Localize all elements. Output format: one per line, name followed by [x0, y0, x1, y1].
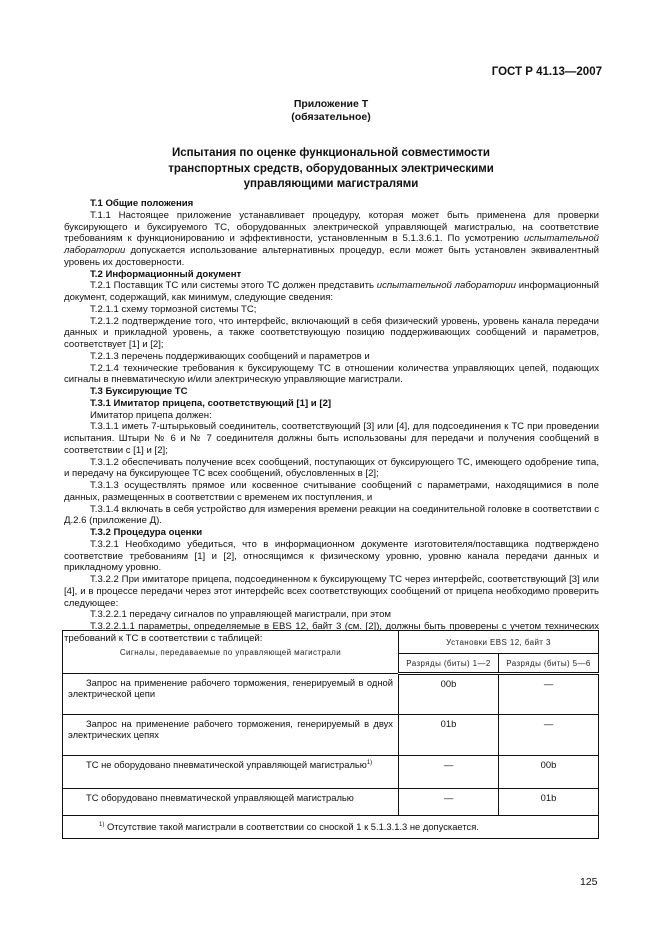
bits-1-2-cell: —	[399, 789, 499, 816]
text-run: допускается использование альтернативных процедур, если может быть установлен эквивалентный уровень их достоверности.	[64, 245, 599, 268]
signal-text: ТС не оборудовано пневматической управляющей магистралью	[86, 759, 367, 770]
signal-cell	[63, 789, 399, 816]
annex-title	[0, 146, 662, 193]
paragraph: Т.3.2.2 При имитаторе прицепа, подсоединенном к буксирующему ТС через интерфейс, соответствующий [3] или [4], и в процессе передачи через этот интерфейс всех соответствующих сообщений от прицепа необходимо проверить следующее:	[64, 574, 599, 609]
bits-5-6-cell: 01b	[499, 789, 599, 816]
title-line: Испытания по оценке функциональной совместимости	[172, 147, 490, 159]
document-body	[64, 198, 599, 645]
bits-1-2-cell: 01b	[399, 715, 499, 756]
text-run: Т.1.1 Настоящее приложение устанавливает процедуру, которая может быть применена для проверки буксирующего и буксируемого ТС, оборудованных электрической управляющей магистралью, на соответствие требованиям к функционированию и эффективности, установленным в 5.1.3.6.1. По усмотрению	[64, 209, 599, 245]
page-number: 125	[580, 876, 598, 888]
col-header-bits-1-2: Разряды (биты) 1—2	[399, 654, 499, 674]
section-heading: Т.1 Общие положения	[90, 198, 194, 209]
bits-5-6-cell: 00b	[499, 756, 599, 789]
signal-cell	[63, 674, 399, 715]
paragraph	[64, 210, 599, 269]
col-header-bits-5-6: Разряды (биты) 5—6	[499, 654, 599, 674]
ebs-settings-table	[62, 630, 599, 839]
title-line: транспортных средств, оборудованных электрическими	[168, 162, 494, 175]
section-heading: Т.3.2 Процедура оценки	[90, 527, 203, 538]
section-heading: Т.2 Информационный документ	[90, 268, 242, 280]
section-heading: Т.3.1 Имитатор прицепа, соответствующий [1] и [2]	[90, 397, 332, 409]
paragraph: Т.3.1.4 включать в себя устройство для измерения времени реакции на соединительной головке в соответствии с Д.2.6 (приложение Д).	[64, 503, 599, 527]
signal-text: Запрос на применение рабочего торможения, генерируемый в двух электрических цепях	[68, 718, 393, 740]
bits-5-6-cell: —	[499, 715, 599, 756]
text-run: Т.2.1 Поставщик ТС или системы этого ТС должен представить	[90, 280, 377, 292]
table-row	[63, 756, 599, 789]
table-footnote	[63, 816, 599, 839]
title-line: управляющими магистралями	[243, 178, 419, 190]
footnote-ref: 1)	[366, 759, 373, 766]
table-row	[63, 715, 599, 756]
annex-heading	[0, 98, 662, 124]
annex-label: Приложение Т	[293, 98, 369, 110]
bits-5-6-cell: —	[499, 674, 599, 715]
paragraph: Т.2.1.2 подтверждение того, что интерфейс, включающий в себя физический уровень, уровень канала передачи данных и прикладной уровень, а также соответствующую позицию поддерживающих сообщений и параметров, соответствует [1] и [2];	[64, 315, 599, 350]
emphasis-term: испытательной лаборатории	[376, 280, 517, 292]
bits-1-2-cell: 00b	[399, 674, 499, 715]
signal-text: Запрос на применение рабочего торможения, генерируемый в одной электрической цепи	[68, 677, 393, 699]
paragraph: Т.3.1.3 осуществлять прямое или косвенное считывание сообщений с параметрами, находящимися в поле данных, размещенных в соответствии с временем их поступления, и	[64, 480, 599, 503]
text-run: информационный документ, содержащий, как минимум, следующие сведения:	[64, 280, 600, 303]
table-row	[63, 789, 599, 816]
paragraph: Т.2.1.3 перечень поддерживающих сообщений и параметров и	[90, 350, 370, 362]
bits-1-2-cell: —	[399, 756, 499, 789]
emphasis-term: испытательной лаборатории	[64, 233, 599, 256]
paragraph: Т.2.1.1 схему тормозной системы ТС;	[90, 303, 257, 315]
paragraph: Т.3.2.1 Необходимо убедиться, что в информационном документе изготовителя/поставщика подтверждено соответствие требованиям [1] и [2], относящимся к физическому уровню, уровню канала передачи данных и прикладному уровню.	[64, 538, 599, 574]
col-header-signals: Сигналы, передаваемые по управляющей магистрали	[63, 631, 399, 674]
table-row	[63, 674, 599, 715]
annex-status: (обязательное)	[291, 111, 371, 123]
signal-text: ТС оборудовано пневматической управляющей магистралью	[86, 792, 354, 803]
paragraph: Т.3.2.2.1.1 параметры, определяемые в EBS 12, байт 3 (см. [2]), должны быть проверены с учетом технических требований к ТС в соответствии с таблицей:	[64, 621, 599, 644]
paragraph: Имитатор прицепа должен:	[90, 409, 212, 421]
signal-cell	[63, 756, 399, 789]
signal-cell	[63, 715, 399, 756]
paragraph: Т.3.2.2.1 передачу сигналов по управляющей магистрали, при этом	[90, 609, 391, 621]
footnote-text: Отсутствие такой магистрали в соответствии со сноской 1 к 5.1.3.1.3 не допускается.	[106, 821, 479, 832]
paragraph: Т.2.1.4 технические требования к буксирующему ТС в отношении количества управляющих цепей, подающих сигналы в пневматическую и/или электрическую управляющие магистрали.	[64, 362, 599, 386]
section-heading: Т.3 Буксирующие ТС	[90, 386, 188, 397]
document-header: ГОСТ Р 41.13—2007	[491, 66, 602, 78]
footnote-mark: 1)	[99, 821, 105, 828]
col-header-group: Установки EBS 12, байт 3	[399, 631, 599, 654]
paragraph	[64, 280, 599, 304]
paragraph: Т.3.1.2 обеспечивать получение всех сообщений, поступающих от буксирующего ТС, имеющего одобрение типа, и передачу на буксирующее ТС всех сообщений, обусловленных в [2];	[64, 456, 599, 480]
paragraph: Т.3.1.1 иметь 7-штырьковый соединитель, соответствующий [3] или [4], для подсоединения к ТС при проведении испытания. Штыри № 6 и № 7 соединителя должны быть использованы для передачи и получения сообщений в соответствии с [1] и [2];	[64, 421, 599, 456]
